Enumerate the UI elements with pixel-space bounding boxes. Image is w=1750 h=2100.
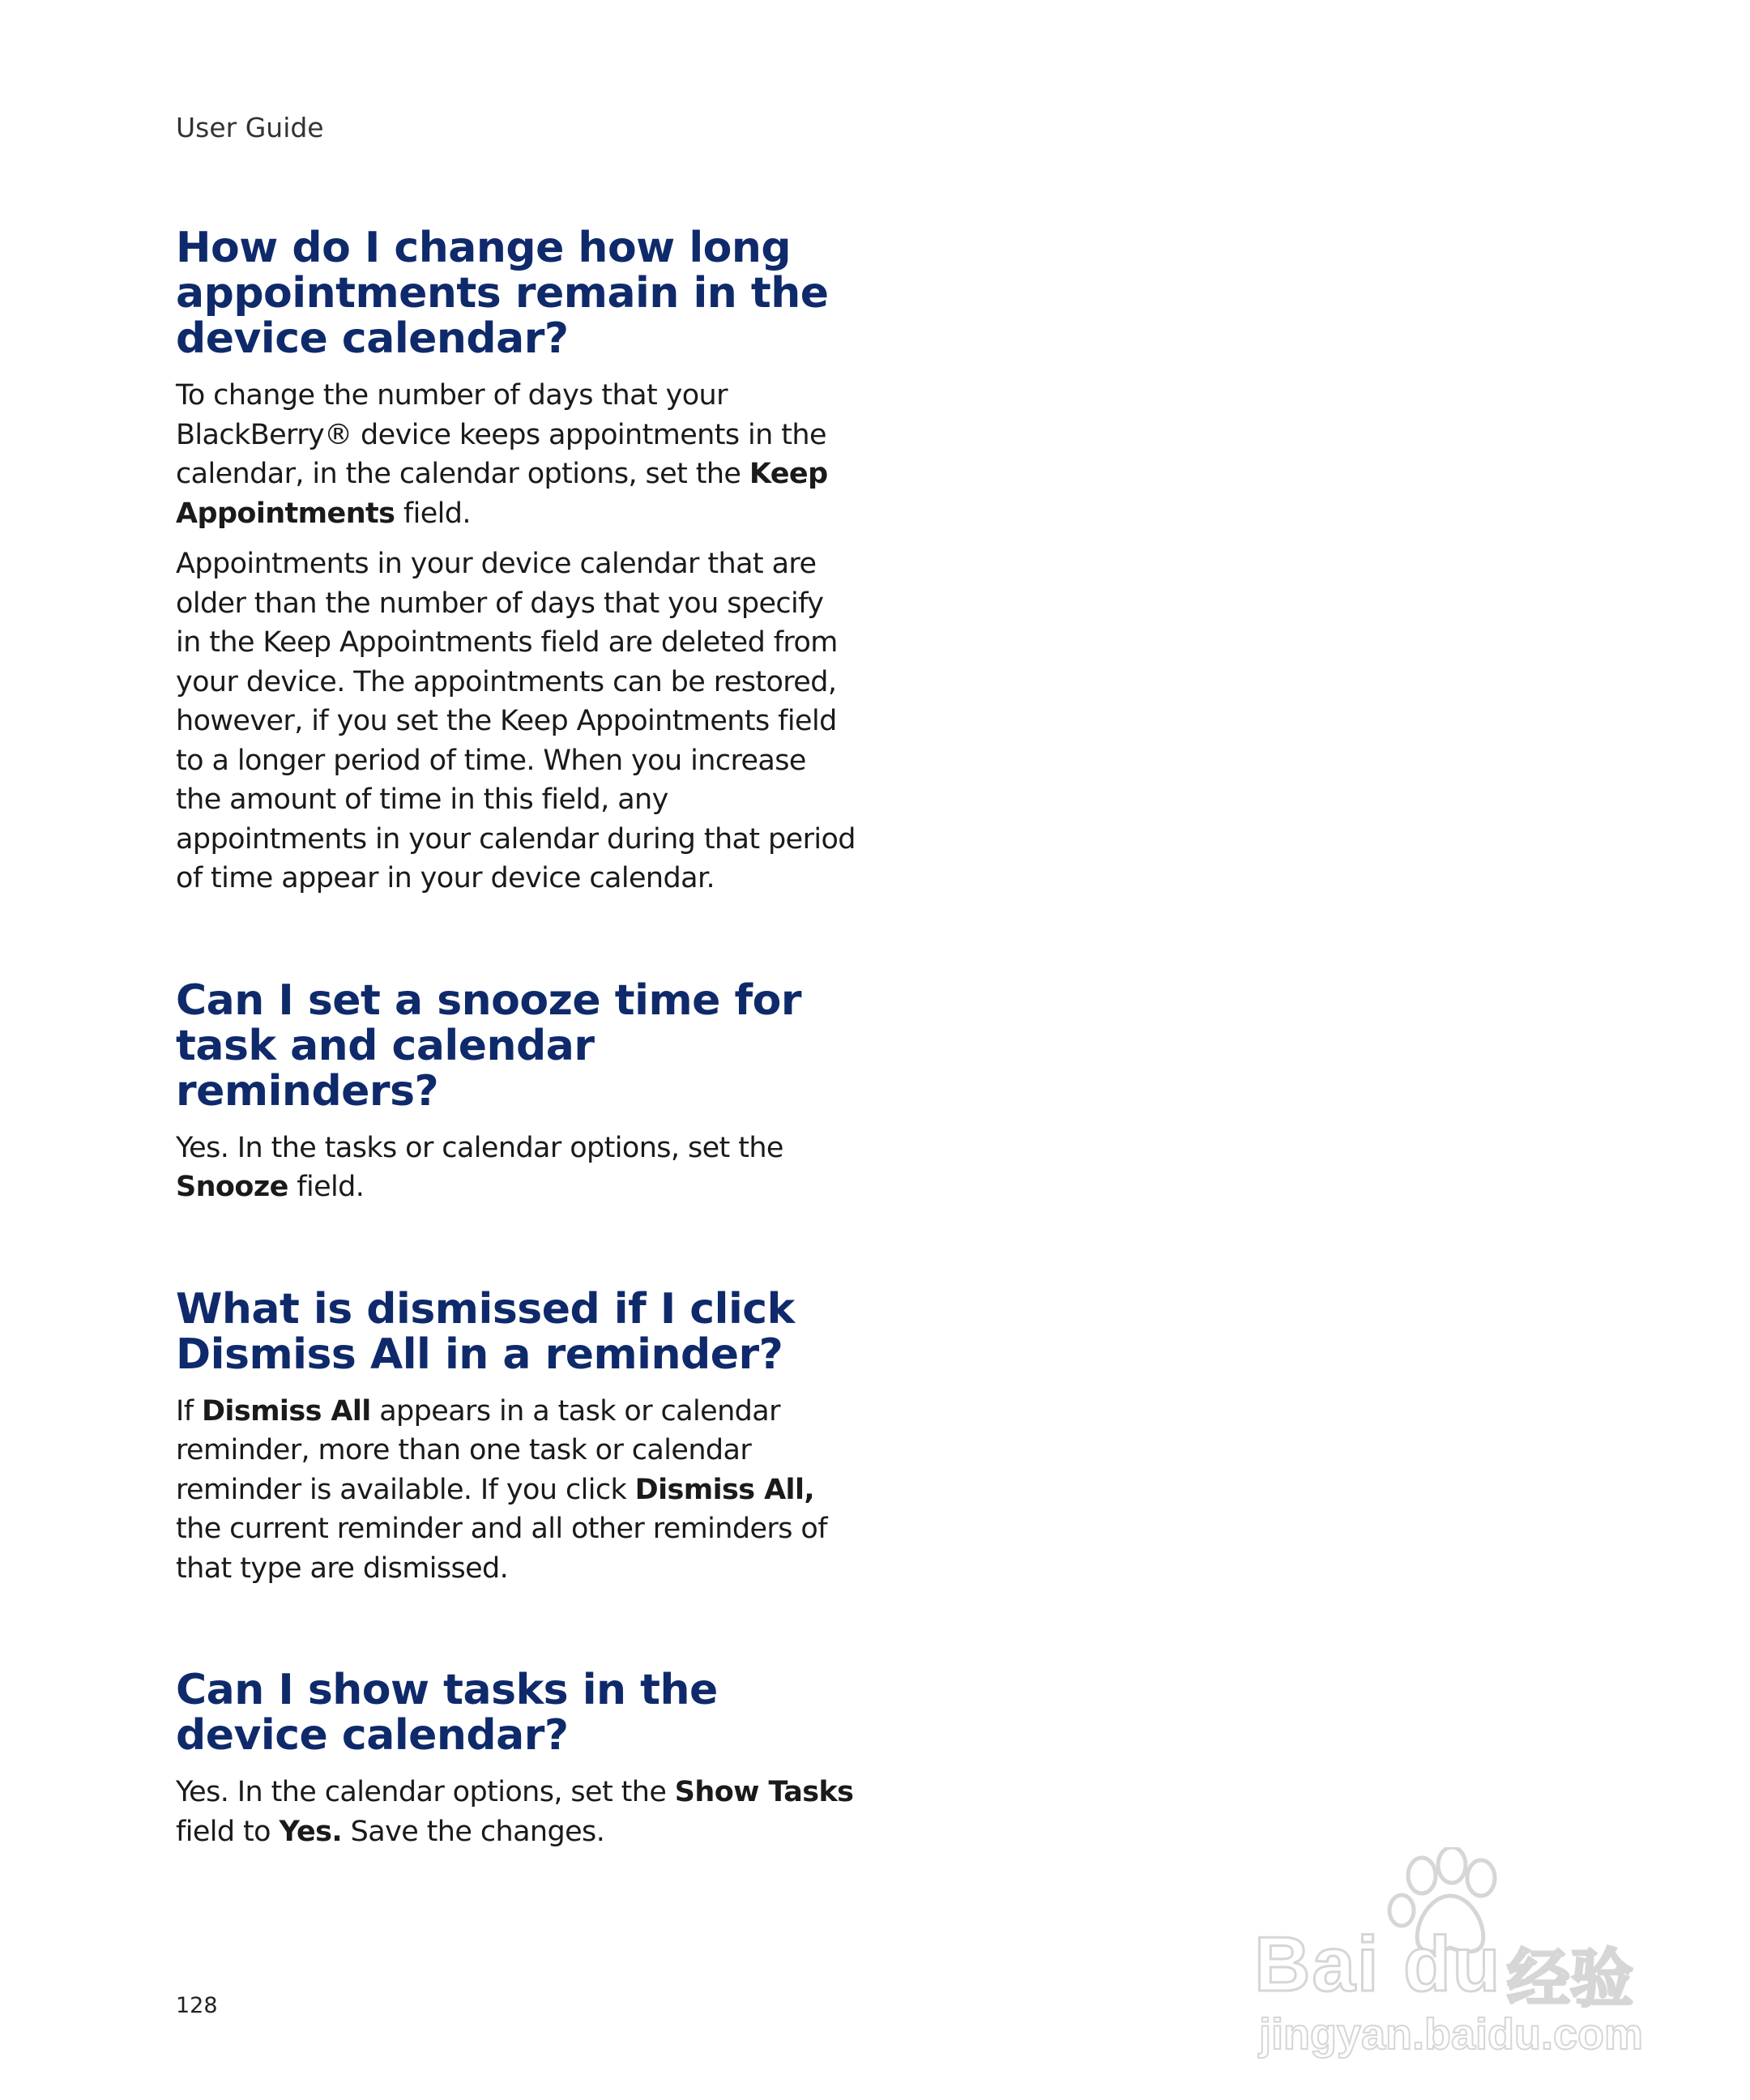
paragraph-text: Yes. In the tasks or calendar options, set the	[176, 1131, 783, 1164]
field-name-keep-appointments: Keep Appointments	[176, 458, 828, 530]
page-content	[176, 225, 856, 1931]
page-number: 128	[176, 1993, 218, 2018]
faq-section-keep-appointments	[176, 225, 856, 898]
section-paragraph	[176, 1773, 856, 1851]
field-name-snooze: Snooze	[176, 1171, 288, 1203]
section-heading: What is dismissed if I click Dismiss All in a reminder?	[176, 1284, 795, 1379]
section-heading: Can I show tasks in the device calendar?	[176, 1666, 718, 1760]
paragraph-text: field to	[176, 1815, 280, 1848]
paragraph-text: the current reminder and all other reminders of that type are dismissed.	[176, 1513, 827, 1585]
watermark-url: jingyan.baidu.com	[1259, 2010, 1644, 2059]
paragraph-text: To change the number of days that your BlackBerry® device keeps appointments in the calendar, in the calendar options, set the	[176, 379, 826, 490]
section-paragraph	[176, 1392, 856, 1589]
watermark-brand: Bai du	[1254, 1921, 1502, 2008]
paragraph-text: If	[176, 1394, 202, 1428]
paragraph-text: appears in a task or calendar reminder, more than one task or calendar reminder is available. If you click	[176, 1394, 780, 1506]
paragraph-text: field.	[288, 1171, 365, 1203]
field-value-yes: Yes.	[279, 1815, 343, 1848]
paragraph-text: field.	[395, 497, 471, 530]
faq-section-show-tasks	[176, 1667, 856, 1851]
section-heading: How do I change how long appointments remain in the device calendar?	[176, 224, 829, 363]
menu-item-dismiss-all: Dismiss All,	[634, 1473, 815, 1506]
running-header: User Guide	[176, 112, 324, 143]
menu-item-dismiss-all: Dismiss All	[201, 1394, 371, 1428]
section-paragraph	[176, 376, 856, 533]
section-paragraph	[176, 1129, 856, 1207]
baidu-watermark	[1248, 1847, 1669, 2059]
paragraph-text: Save the changes.	[342, 1815, 605, 1848]
watermark-cn: 经验	[1507, 1943, 1634, 2016]
faq-section-snooze	[176, 975, 856, 1207]
field-name-show-tasks: Show Tasks	[674, 1776, 854, 1808]
faq-section-dismiss-all	[176, 1284, 856, 1589]
section-heading: Can I set a snooze time for task and calendar reminders?	[176, 975, 801, 1116]
paragraph-text: Yes. In the calendar options, set the	[176, 1776, 675, 1808]
section-paragraph: Appointments in your device calendar that are older than the number of days that you specify in the Keep Appointments field are deleted from your device. The appointments can be restored, however, if you set the Keep Appointments field to a longer period of time. When you increase the amount of time in this field, any appointments in your calendar during that period of time appear in your device calendar.	[176, 548, 856, 894]
